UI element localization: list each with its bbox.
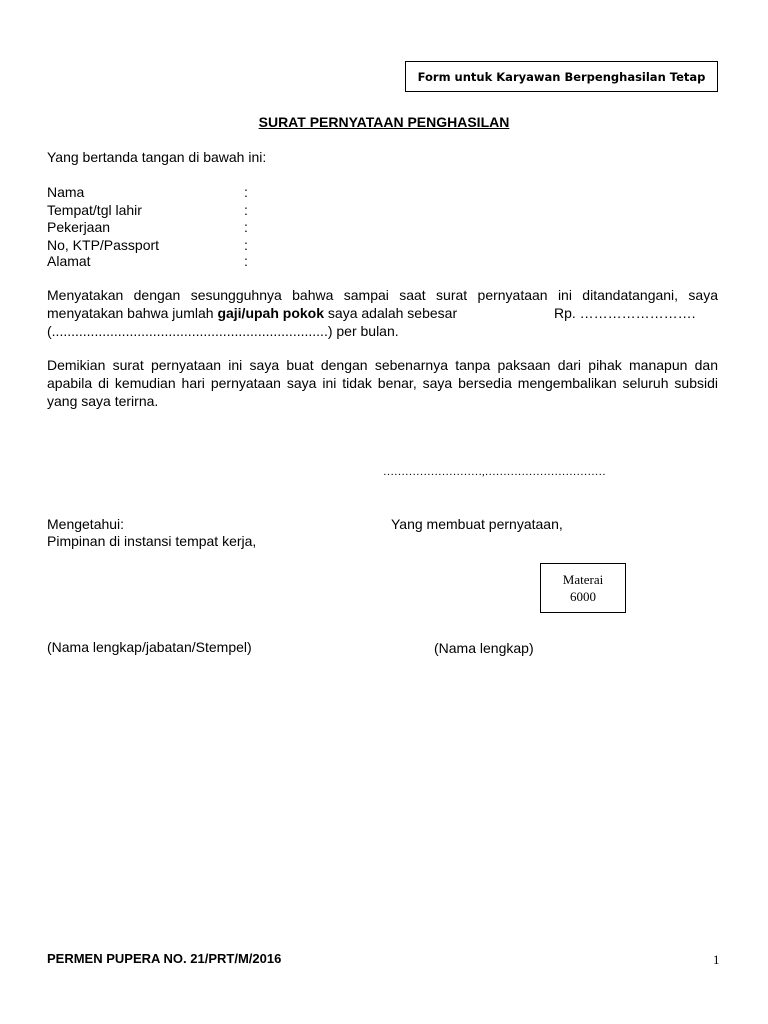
field-sep-tempat-tgl-lahir: : (244, 202, 248, 218)
field-label-pekerjaan: Pekerjaan (47, 219, 111, 235)
closing-line-1: Demikian surat pernyataan ini saya buat dengan sebenarnya tanpa paksaan dari pihak manapun dan (47, 357, 718, 373)
closing-line-2: apabila di kemudian hari pernyataan saya ini tidak benar, saya bersedia mengembalikan seluruh subsidi (47, 375, 718, 391)
right-signature-name: (Nama lengkap) (434, 640, 534, 656)
field-label-alamat: Alamat (47, 253, 91, 269)
declarant-label: Yang membuat pernyataan, (391, 516, 563, 532)
materai-label: Materai (562, 572, 604, 587)
salary-amount-rp: Rp. ……………………. (554, 305, 696, 321)
statement-line-2 (47, 304, 718, 322)
salary-emphasis: gaji/upah pokok (217, 305, 325, 321)
form-type-box (405, 61, 718, 92)
closing-paragraph (47, 356, 718, 410)
document-title: SURAT PERNYATAAN PENGHASILAN (258, 114, 510, 130)
acknowledge-label: Mengetahui: (47, 516, 125, 532)
left-signature-name: (Nama lengkap/jabatan/Stempel) (47, 639, 252, 655)
field-sep-ktp-passport: : (244, 237, 248, 253)
field-label-ktp-passport: No, KTP/Passport (47, 237, 160, 253)
form-type-label: Form untuk Karyawan Berpenghasilan Tetap (417, 69, 706, 84)
regulation-footer: PERMEN PUPERA NO. 21/PRT/M/2016 (47, 951, 282, 966)
acknowledge-subtitle: Pimpinan di instansi tempat kerja, (47, 533, 257, 549)
page-number: 1 (713, 952, 720, 967)
field-label-nama: Nama (47, 184, 85, 200)
statement-line-2-post: saya adalah sebesar (324, 305, 458, 321)
field-sep-pekerjaan: : (244, 219, 248, 235)
field-sep-alamat: : (244, 253, 248, 269)
statement-paragraph (47, 286, 718, 340)
statement-line-3: (.......................................................................) per bulan. (47, 323, 399, 339)
field-label-tempat-tgl-lahir: Tempat/tgl lahir (47, 202, 142, 218)
materai-value: 6000 (570, 589, 596, 604)
intro-text: Yang bertanda tangan di bawah ini: (47, 149, 267, 165)
place-date-line: ………………………,…………………………… (383, 466, 606, 478)
materai-stamp-box (540, 563, 626, 613)
statement-line-1: Menyatakan dengan sesungguhnya bahwa sampai saat surat pernyataan ini ditandatangani, saya (47, 287, 718, 303)
field-sep-nama: : (244, 184, 248, 200)
statement-line-2-pre: menyatakan bahwa jumlah (47, 305, 218, 321)
closing-line-3: yang saya terirna. (47, 393, 159, 409)
